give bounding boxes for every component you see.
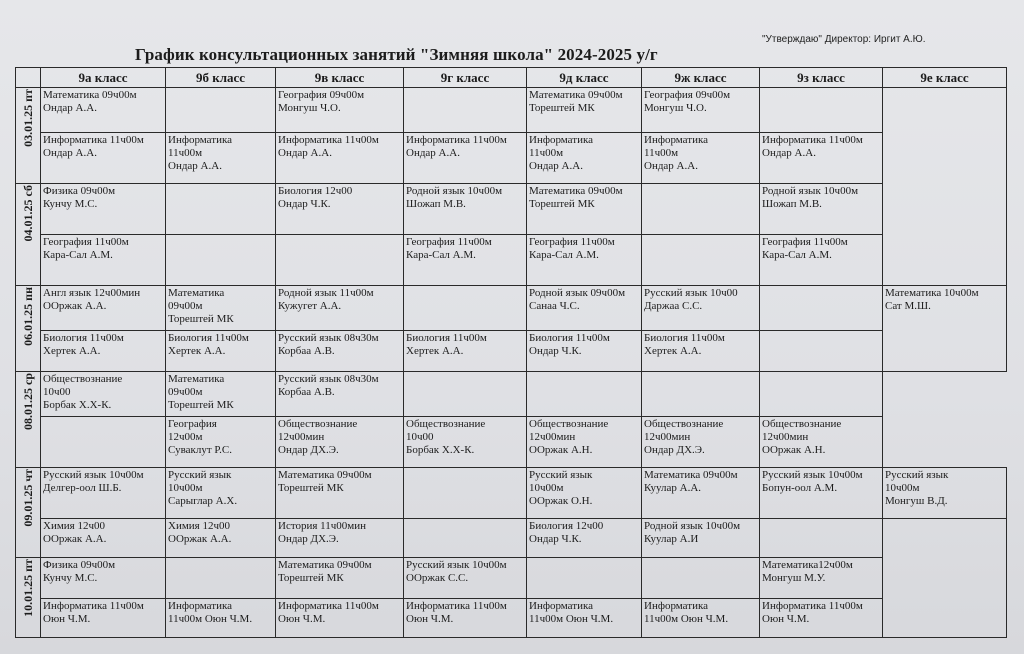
document-title: График консультационных занятий "Зимняя школа" 2024-2025 у/г [135,45,658,64]
schedule-cell: Биология 11ч00м Хертек А.А. [404,331,527,372]
schedule-cell [642,235,760,286]
schedule-cell: Информатика 11ч00м Ондар А.А. [166,133,276,184]
schedule-cell: Обществознание 12ч00мин ООржак А.Н. [760,417,883,468]
schedule-cell [642,558,760,599]
schedule-cell: Информатика 11ч00м Оюн Ч.М. [527,599,642,638]
schedule-row [16,558,1007,599]
schedule-cell [404,372,527,417]
schedule-cell: Биология 11ч00м Хертек А.А. [166,331,276,372]
schedule-table [15,67,1007,638]
schedule-cell [276,235,404,286]
schedule-cell [642,184,760,235]
schedule-cell: Биология 11ч00м Ондар Ч.К. [527,331,642,372]
schedule-cell: Обществознание 10ч00 Борбак Х.Х-К. [41,372,166,417]
schedule-cell: География 12ч00м Суваклут Р.С. [166,417,276,468]
schedule-cell: Обществознание 12ч00мин Ондар ДХ.Э. [642,417,760,468]
schedule-row [16,417,1007,468]
schedule-cell: Математика 09ч00м Торештей МК [166,372,276,417]
schedule-cell: Физика 09ч00м Кунчу М.С. [41,558,166,599]
schedule-cell: Информатика 11ч00м Оюн Ч.М. [760,599,883,638]
schedule-cell: География 09ч00м Монгуш Ч.О. [276,88,404,133]
schedule-cell-9e: Русский язык 10ч00м Монгуш В.Д. [883,468,1007,519]
approval-note: "Утверждаю" Директор: Иргит А.Ю. [762,34,926,45]
schedule-cell [404,88,527,133]
date-cell [16,372,41,468]
schedule-cell: Информатика 11ч00м Оюн Ч.М. [404,599,527,638]
col-header-9z: 9з класс [760,68,883,88]
schedule-cell: Информатика 11ч00м Оюн Ч.М. [276,599,404,638]
schedule-cell: География 11ч00м Кара-Сал А.М. [404,235,527,286]
col-header-9v: 9в класс [276,68,404,88]
date-label: 06.01.25 пн [20,287,35,346]
schedule-cell: Русский язык 10ч00м ООржак С.С. [404,558,527,599]
schedule-cell: Информатика 11ч00м Ондар А.А. [527,133,642,184]
schedule-cell [166,558,276,599]
schedule-cell: Родной язык 10ч00м Куулар А.И [642,519,760,558]
schedule-row [16,235,1007,286]
schedule-cell: Обществознание 12ч00мин Ондар ДХ.Э. [276,417,404,468]
schedule-cell: География 11ч00м Кара-Сал А.М. [760,235,883,286]
schedule-row [16,599,1007,638]
schedule-cell: Химия 12ч00 ООржак А.А. [166,519,276,558]
schedule-row [16,133,1007,184]
schedule-row [16,372,1007,417]
schedule-cell: Родной язык 10ч00м Шожап М.В. [404,184,527,235]
schedule-cell [760,286,883,331]
schedule-cell: Англ язык 12ч00мин ООржак А.А. [41,286,166,331]
schedule-cell [760,88,883,133]
schedule-cell: Родной язык 10ч00м Шожап М.В. [760,184,883,235]
schedule-cell-9e: Математика 10ч00м Сат М.Ш. [883,286,1007,372]
date-label: 04.01.25 сб [20,185,35,242]
schedule-cell: Математика 09ч00м Торештей МК [527,184,642,235]
schedule-cell [404,468,527,519]
schedule-cell-9e [883,88,1007,286]
schedule-cell: Математика 09ч00м Торештей МК [276,558,404,599]
schedule-cell [642,372,760,417]
schedule-cell: Химия 12ч00 ООржак А.А. [41,519,166,558]
schedule-cell: Математика 09ч00м Торештей МК [527,88,642,133]
date-cell [16,184,41,286]
schedule-cell: Информатика 11ч00м Оюн Ч.М. [166,599,276,638]
schedule-cell [166,235,276,286]
col-header-9d: 9д класс [527,68,642,88]
schedule-cell [527,558,642,599]
schedule-cell: Русский язык 08ч30м Корбаа А.В. [276,372,404,417]
schedule-cell [527,372,642,417]
date-label: 03.01.25 пт [20,89,35,147]
schedule-cell [166,88,276,133]
date-cell [16,468,41,558]
schedule-cell [760,519,883,558]
schedule-cell: Русский язык 10ч00 Даржаа С.С. [642,286,760,331]
schedule-row [16,286,1007,331]
schedule-cell: Информатика 11ч00м Оюн Ч.М. [642,599,760,638]
schedule-cell: Биология 12ч00 Ондар Ч.К. [527,519,642,558]
date-label: 10.01.25 пт [20,559,35,617]
col-header-9e: 9е класс [883,68,1007,88]
col-header-9zh: 9ж класс [642,68,760,88]
schedule-cell: Информатика 11ч00м Оюн Ч.М. [41,599,166,638]
col-header-9g: 9г класс [404,68,527,88]
schedule-cell [404,286,527,331]
schedule-cell: Математика12ч00м Монгуш М.У. [760,558,883,599]
schedule-cell: Информатика 11ч00м Ондар А.А. [404,133,527,184]
schedule-cell: Информатика 11ч00м Ондар А.А. [41,133,166,184]
schedule-cell: Математика 09ч00м Куулар А.А. [642,468,760,519]
date-cell [16,88,41,184]
schedule-cell: Русский язык 10ч00м Делгер-оол Ш.Б. [41,468,166,519]
schedule-cell: Обществознание 10ч00 Борбак Х.Х-К. [404,417,527,468]
col-header-9a: 9а класс [41,68,166,88]
schedule-cell: Русский язык 10ч00м ООржак О.Н. [527,468,642,519]
schedule-cell [760,372,883,417]
schedule-cell [760,331,883,372]
schedule-cell: Русский язык 10ч00м Бопун-оол А.М. [760,468,883,519]
schedule-cell: Родной язык 11ч00м Кужугет А.А. [276,286,404,331]
date-label: 09.01.25 чт [20,469,35,527]
schedule-cell: География 09ч00м Монгуш Ч.О. [642,88,760,133]
schedule-cell: География 11ч00м Кара-Сал А.М. [41,235,166,286]
schedule-cell: Родной язык 09ч00м Санаа Ч.С. [527,286,642,331]
schedule-cell [404,519,527,558]
schedule-row [16,184,1007,235]
schedule-cell: Математика 09ч00м Торештей МК [276,468,404,519]
date-cell [16,286,41,372]
schedule-cell: Биология 11ч00м Хертек А.А. [41,331,166,372]
schedule-cell: Информатика 11ч00м Ондар А.А. [642,133,760,184]
schedule-cell: Русский язык 10ч00м Сарыглар А.Х. [166,468,276,519]
schedule-cell: История 11ч00мин Ондар ДХ.Э. [276,519,404,558]
schedule-cell: Математика 09ч00м Ондар А.А. [41,88,166,133]
schedule-cell: Биология 12ч00 Ондар Ч.К. [276,184,404,235]
schedule-cell: Математика 09ч00м Торештей МК [166,286,276,331]
schedule-cell-9e [883,519,1007,638]
schedule-cell: Обществознание 12ч00мин ООржак А.Н. [527,417,642,468]
schedule-cell: География 11ч00м Кара-Сал А.М. [527,235,642,286]
schedule-row [16,519,1007,558]
schedule-cell: Русский язык 08ч30м Корбаа А.В. [276,331,404,372]
schedule-cell [166,184,276,235]
schedule-cell: Информатика 11ч00м Ондар А.А. [760,133,883,184]
date-cell [16,558,41,638]
schedule-row [16,88,1007,133]
schedule-row [16,331,1007,372]
corner-cell [16,68,41,88]
schedule-cell: Биология 11ч00м Хертек А.А. [642,331,760,372]
schedule-cell [41,417,166,468]
schedule-cell: Физика 09ч00м Кунчу М.С. [41,184,166,235]
col-header-9b: 9б класс [166,68,276,88]
schedule-cell: Информатика 11ч00м Ондар А.А. [276,133,404,184]
header-row [16,68,1007,88]
schedule-row [16,468,1007,519]
date-label: 08.01.25 ср [20,373,35,430]
